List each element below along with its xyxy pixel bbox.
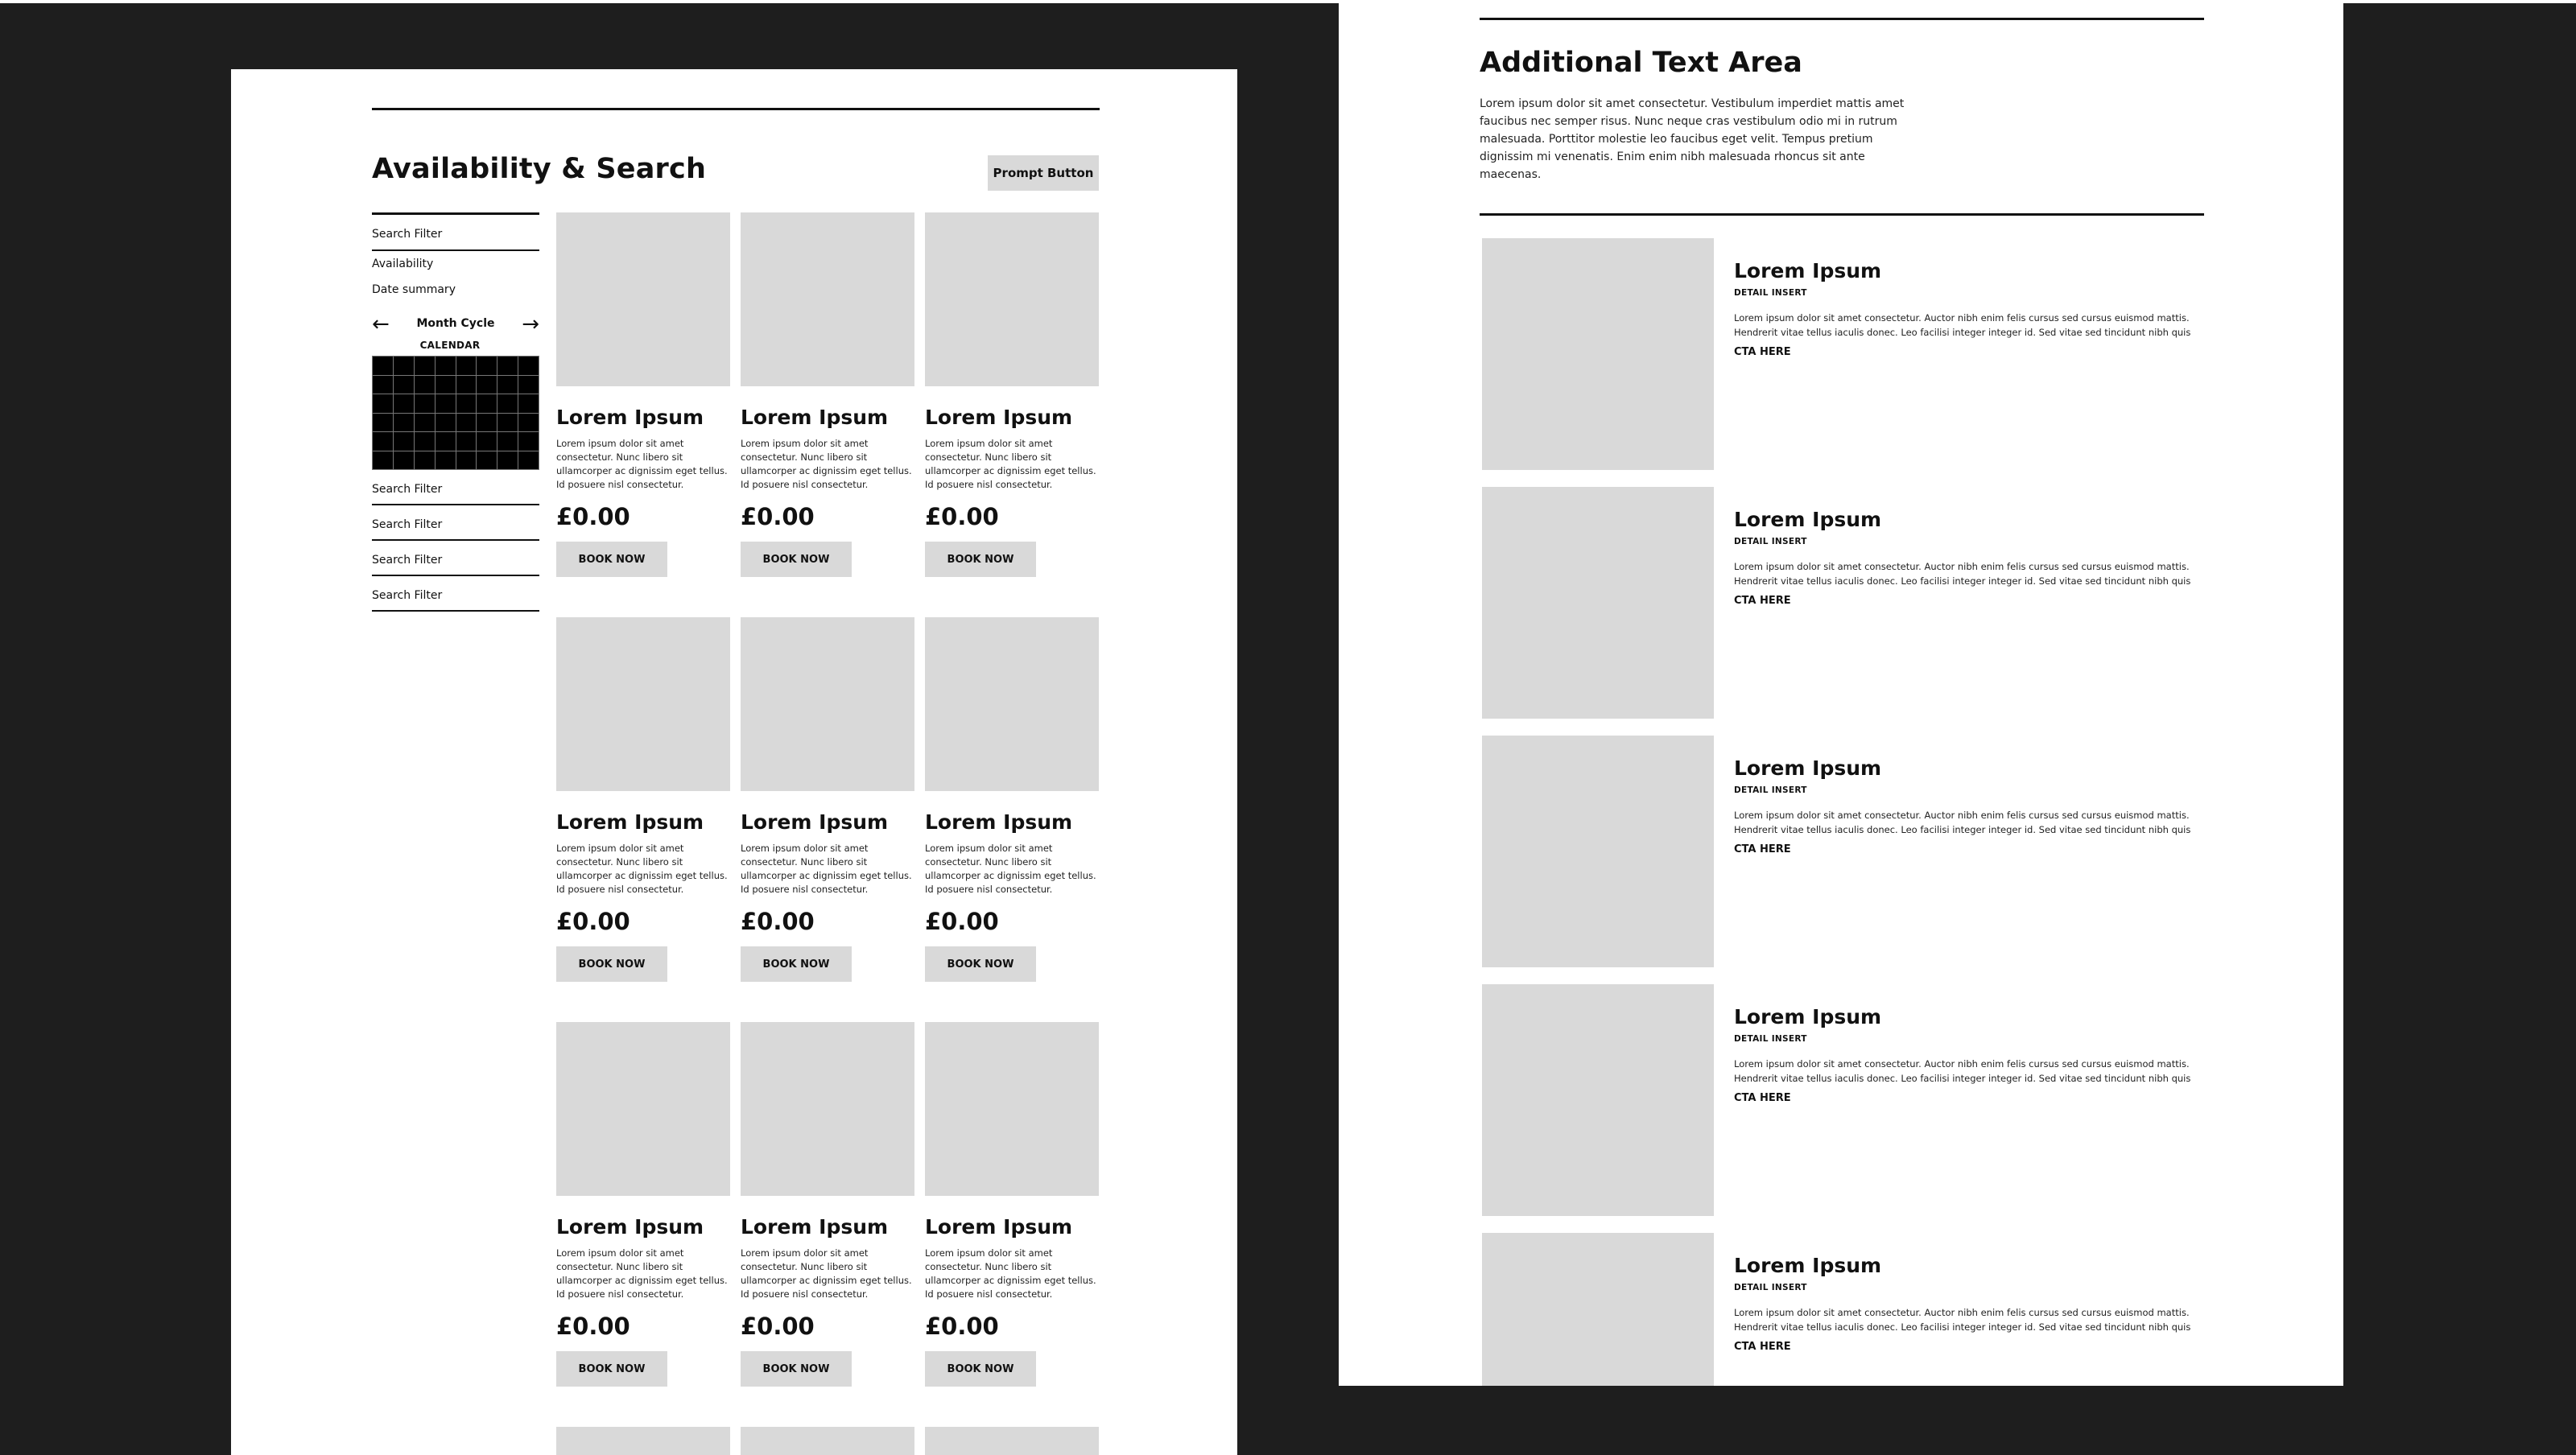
product-image bbox=[741, 212, 914, 386]
product-image bbox=[925, 1022, 1099, 1196]
product-card bbox=[741, 617, 914, 990]
calendar-grid[interactable] bbox=[372, 356, 539, 470]
product-image bbox=[925, 1427, 1099, 1455]
search-filter[interactable]: Search Filter bbox=[372, 541, 539, 576]
product-card bbox=[741, 212, 914, 585]
list-item-title: Lorem Ipsum bbox=[1734, 1005, 1882, 1028]
product-row bbox=[556, 1022, 1100, 1395]
calendar-day-cell[interactable] bbox=[518, 451, 539, 470]
section-title: Additional Text Area bbox=[1480, 47, 1802, 79]
calendar-day-cell[interactable] bbox=[373, 376, 393, 394]
calendar-day-cell[interactable] bbox=[415, 414, 435, 432]
product-card bbox=[741, 1022, 914, 1395]
search-filter[interactable]: Search Filter bbox=[372, 576, 539, 612]
search-filter-top[interactable]: Search Filter bbox=[372, 215, 539, 251]
calendar-day-cell[interactable] bbox=[477, 394, 497, 413]
product-image bbox=[556, 1022, 730, 1196]
product-description: Lorem ipsum dolor sit amet consectetur. Nunc libero sit ullamcorper ac dignissim eget tellus. Id posuere nisl consectetur. bbox=[556, 1247, 728, 1300]
product-title: Lorem Ipsum bbox=[556, 1215, 704, 1239]
product-title: Lorem Ipsum bbox=[556, 406, 704, 429]
month-label: Month Cycle bbox=[416, 317, 495, 330]
product-image bbox=[556, 1427, 730, 1455]
calendar-day-cell[interactable] bbox=[456, 394, 477, 413]
product-title: Lorem Ipsum bbox=[925, 810, 1073, 834]
product-price: £0.00 bbox=[741, 908, 815, 935]
intro-paragraph: Lorem ipsum dolor sit amet consectetur. Vestibulum imperdiet mattis amet faucibus nec semper risus. Nunc neque cras vestibulum odio mi in rutrum malesuada. Porttitor molestie leo faucibus eget velit. Tempus pretium dignissim mi venenatis. Enim enim nibh malesuada rhoncus sit ante maecenas. bbox=[1480, 97, 1905, 181]
product-row bbox=[556, 617, 1100, 990]
calendar-day-cell[interactable] bbox=[518, 432, 539, 451]
calendar-day-cell[interactable] bbox=[415, 451, 435, 470]
calendar-day-cell[interactable] bbox=[497, 376, 518, 394]
product-image bbox=[556, 212, 730, 386]
header-divider bbox=[372, 108, 1100, 110]
product-image bbox=[741, 1427, 914, 1455]
calendar-day-cell[interactable] bbox=[394, 414, 414, 432]
calendar-day-cell[interactable] bbox=[394, 376, 414, 394]
list-item-detail: DETAIL INSERT bbox=[1734, 1034, 1807, 1044]
calendar-day-cell[interactable] bbox=[373, 357, 393, 375]
calendar-day-cell[interactable] bbox=[415, 432, 435, 451]
calendar-day-cell[interactable] bbox=[415, 394, 435, 413]
calendar-day-cell[interactable] bbox=[373, 432, 393, 451]
arrow-left-icon[interactable]: ← bbox=[372, 312, 390, 336]
calendar-day-cell[interactable] bbox=[436, 376, 456, 394]
detail-list bbox=[1482, 238, 2207, 1386]
cta-link[interactable]: CTA HERE bbox=[1734, 595, 1791, 607]
product-card bbox=[925, 617, 1099, 990]
calendar-day-cell[interactable] bbox=[394, 394, 414, 413]
product-grid bbox=[556, 212, 1100, 1455]
calendar-day-cell[interactable] bbox=[456, 376, 477, 394]
page-title: Availability & Search bbox=[372, 153, 707, 185]
list-item-image bbox=[1482, 984, 1714, 1216]
list-item bbox=[1482, 736, 2207, 984]
calendar-day-cell[interactable] bbox=[373, 394, 393, 413]
calendar-day-cell[interactable] bbox=[394, 357, 414, 375]
book-now-button[interactable]: BOOK NOW bbox=[925, 542, 1036, 577]
month-navigator bbox=[372, 312, 539, 340]
search-sidebar bbox=[372, 212, 539, 612]
calendar-day-cell[interactable] bbox=[436, 414, 456, 432]
book-now-button[interactable]: BOOK NOW bbox=[556, 1351, 667, 1387]
prompt-button[interactable]: Prompt Button bbox=[988, 155, 1099, 191]
additional-text-page bbox=[1339, 0, 2343, 1386]
search-filter[interactable]: Search Filter bbox=[372, 470, 539, 505]
calendar-day-cell[interactable] bbox=[415, 376, 435, 394]
product-price: £0.00 bbox=[925, 908, 999, 935]
product-description: Lorem ipsum dolor sit amet consectetur. Nunc libero sit ullamcorper ac dignissim eget tellus. Id posuere nisl consectetur. bbox=[741, 1247, 912, 1300]
list-item-detail: DETAIL INSERT bbox=[1734, 537, 1807, 546]
list-item-image bbox=[1482, 238, 1714, 470]
search-filter[interactable]: Search Filter bbox=[372, 505, 539, 541]
list-item-title: Lorem Ipsum bbox=[1734, 756, 1882, 780]
product-image bbox=[556, 617, 730, 791]
product-card bbox=[741, 1427, 914, 1455]
availability-search-page bbox=[231, 69, 1237, 1455]
book-now-button[interactable]: BOOK NOW bbox=[741, 1351, 852, 1387]
calendar-day-cell[interactable] bbox=[394, 451, 414, 470]
book-now-button[interactable]: BOOK NOW bbox=[925, 1351, 1036, 1387]
book-now-button[interactable]: BOOK NOW bbox=[741, 946, 852, 982]
calendar-day-cell[interactable] bbox=[415, 357, 435, 375]
product-image bbox=[741, 1022, 914, 1196]
list-item-description: Lorem ipsum dolor sit amet consectetur. Auctor nibh enim felis cursus sed cursus euismod mattis. Hendrerit vitae tellus iaculis donec. Leo facilisi integer integer id. Sed vitae sed tincidunt nibh quis bbox=[1734, 312, 2191, 338]
calendar-day-cell[interactable] bbox=[518, 414, 539, 432]
product-image bbox=[925, 212, 1099, 386]
calendar-day-cell[interactable] bbox=[497, 394, 518, 413]
arrow-right-icon[interactable]: → bbox=[522, 312, 539, 336]
product-description: Lorem ipsum dolor sit amet consectetur. Nunc libero sit ullamcorper ac dignissim eget tellus. Id posuere nisl consectetur. bbox=[741, 843, 912, 895]
product-card bbox=[556, 617, 730, 990]
product-price: £0.00 bbox=[925, 1313, 999, 1340]
product-row bbox=[556, 212, 1100, 585]
product-description: Lorem ipsum dolor sit amet consectetur. Nunc libero sit ullamcorper ac dignissim eget tellus. Id posuere nisl consectetur. bbox=[925, 438, 1096, 490]
product-description: Lorem ipsum dolor sit amet consectetur. Nunc libero sit ullamcorper ac dignissim eget tellus. Id posuere nisl consectetur. bbox=[556, 843, 728, 895]
product-card bbox=[556, 212, 730, 585]
section-divider bbox=[1480, 213, 2204, 216]
product-title: Lorem Ipsum bbox=[741, 810, 889, 834]
calendar-day-cell[interactable] bbox=[518, 394, 539, 413]
product-description: Lorem ipsum dolor sit amet consectetur. Nunc libero sit ullamcorper ac dignissim eget tellus. Id posuere nisl consectetur. bbox=[925, 1247, 1096, 1300]
product-title: Lorem Ipsum bbox=[925, 1215, 1073, 1239]
calendar-day-cell[interactable] bbox=[456, 432, 477, 451]
date-summary-label: Date summary bbox=[372, 283, 456, 296]
list-item-description: Lorem ipsum dolor sit amet consectetur. Auctor nibh enim felis cursus sed cursus euismod mattis. Hendrerit vitae tellus iaculis donec. Leo facilisi integer integer id. Sed vitae sed tincidunt nibh quis bbox=[1734, 1058, 2191, 1084]
product-description: Lorem ipsum dolor sit amet consectetur. Nunc libero sit ullamcorper ac dignissim eget tellus. Id posuere nisl consectetur. bbox=[556, 438, 728, 490]
list-item bbox=[1482, 984, 2207, 1233]
calendar-day-cell[interactable] bbox=[497, 451, 518, 470]
search-filters-list bbox=[372, 470, 539, 612]
book-now-button[interactable]: BOOK NOW bbox=[925, 946, 1036, 982]
book-now-button[interactable]: BOOK NOW bbox=[556, 946, 667, 982]
calendar-day-cell[interactable] bbox=[394, 432, 414, 451]
calendar-day-cell[interactable] bbox=[436, 451, 456, 470]
list-item-image bbox=[1482, 1233, 1714, 1386]
calendar-day-cell[interactable] bbox=[436, 357, 456, 375]
calendar-day-cell[interactable] bbox=[436, 394, 456, 413]
calendar-day-cell[interactable] bbox=[497, 414, 518, 432]
product-row bbox=[556, 1427, 1100, 1455]
list-item bbox=[1482, 487, 2207, 736]
list-item-description: Lorem ipsum dolor sit amet consectetur. Auctor nibh enim felis cursus sed cursus euismod mattis. Hendrerit vitae tellus iaculis donec. Leo facilisi integer integer id. Sed vitae sed tincidunt nibh quis bbox=[1734, 561, 2191, 587]
calendar-day-cell[interactable] bbox=[456, 357, 477, 375]
product-title: Lorem Ipsum bbox=[925, 406, 1073, 429]
calendar-day-cell[interactable] bbox=[456, 414, 477, 432]
cta-link[interactable]: CTA HERE bbox=[1734, 843, 1791, 855]
calendar-day-cell[interactable] bbox=[477, 451, 497, 470]
calendar-day-cell[interactable] bbox=[456, 451, 477, 470]
cta-link[interactable]: CTA HERE bbox=[1734, 1341, 1791, 1353]
list-item-description: Lorem ipsum dolor sit amet consectetur. Auctor nibh enim felis cursus sed cursus euismod mattis. Hendrerit vitae tellus iaculis donec. Leo facilisi integer integer id. Sed vitae sed tincidunt nibh quis bbox=[1734, 1307, 2191, 1333]
calendar-day-cell[interactable] bbox=[373, 414, 393, 432]
product-description: Lorem ipsum dolor sit amet consectetur. Nunc libero sit ullamcorper ac dignissim eget tellus. Id posuere nisl consectetur. bbox=[741, 438, 912, 490]
list-item bbox=[1482, 1233, 2207, 1386]
product-price: £0.00 bbox=[556, 503, 630, 530]
calendar-day-cell[interactable] bbox=[518, 357, 539, 375]
product-price: £0.00 bbox=[925, 503, 999, 530]
product-card bbox=[556, 1022, 730, 1395]
list-item-image bbox=[1482, 487, 1714, 719]
calendar-day-cell[interactable] bbox=[436, 432, 456, 451]
header-divider bbox=[1480, 18, 2204, 20]
list-item-detail: DETAIL INSERT bbox=[1734, 1283, 1807, 1292]
availability-label[interactable]: Availability bbox=[372, 258, 434, 270]
book-now-button[interactable]: BOOK NOW bbox=[556, 542, 667, 577]
list-item-image bbox=[1482, 736, 1714, 967]
calendar-day-cell[interactable] bbox=[477, 414, 497, 432]
product-price: £0.00 bbox=[741, 503, 815, 530]
product-description: Lorem ipsum dolor sit amet consectetur. Nunc libero sit ullamcorper ac dignissim eget tellus. Id posuere nisl consectetur. bbox=[925, 843, 1096, 895]
product-title: Lorem Ipsum bbox=[741, 406, 889, 429]
list-item-title: Lorem Ipsum bbox=[1734, 259, 1882, 282]
list-item-detail: DETAIL INSERT bbox=[1734, 785, 1807, 795]
product-price: £0.00 bbox=[556, 1313, 630, 1340]
product-title: Lorem Ipsum bbox=[741, 1215, 889, 1239]
product-card bbox=[556, 1427, 730, 1455]
calendar-day-cell[interactable] bbox=[477, 376, 497, 394]
calendar-day-cell[interactable] bbox=[497, 357, 518, 375]
list-item-title: Lorem Ipsum bbox=[1734, 508, 1882, 531]
cta-link[interactable]: CTA HERE bbox=[1734, 346, 1791, 358]
product-card bbox=[925, 212, 1099, 585]
product-image bbox=[741, 617, 914, 791]
book-now-button[interactable]: BOOK NOW bbox=[741, 542, 852, 577]
calendar-day-cell[interactable] bbox=[477, 432, 497, 451]
calendar-day-cell[interactable] bbox=[477, 357, 497, 375]
product-price: £0.00 bbox=[556, 908, 630, 935]
list-item-description: Lorem ipsum dolor sit amet consectetur. Auctor nibh enim felis cursus sed cursus euismod mattis. Hendrerit vitae tellus iaculis donec. Leo facilisi integer integer id. Sed vitae sed tincidunt nibh quis bbox=[1734, 810, 2191, 835]
list-item-title: Lorem Ipsum bbox=[1734, 1254, 1882, 1277]
product-card bbox=[925, 1022, 1099, 1395]
calendar-day-cell[interactable] bbox=[497, 432, 518, 451]
cta-link[interactable]: CTA HERE bbox=[1734, 1092, 1791, 1104]
calendar-day-cell[interactable] bbox=[518, 376, 539, 394]
product-title: Lorem Ipsum bbox=[556, 810, 704, 834]
calendar-day-cell[interactable] bbox=[373, 451, 393, 470]
product-image bbox=[925, 617, 1099, 791]
list-item bbox=[1482, 238, 2207, 487]
calendar-label: CALENDAR bbox=[419, 340, 481, 351]
product-card bbox=[925, 1427, 1099, 1455]
product-price: £0.00 bbox=[741, 1313, 815, 1340]
list-item-detail: DETAIL INSERT bbox=[1734, 288, 1807, 298]
